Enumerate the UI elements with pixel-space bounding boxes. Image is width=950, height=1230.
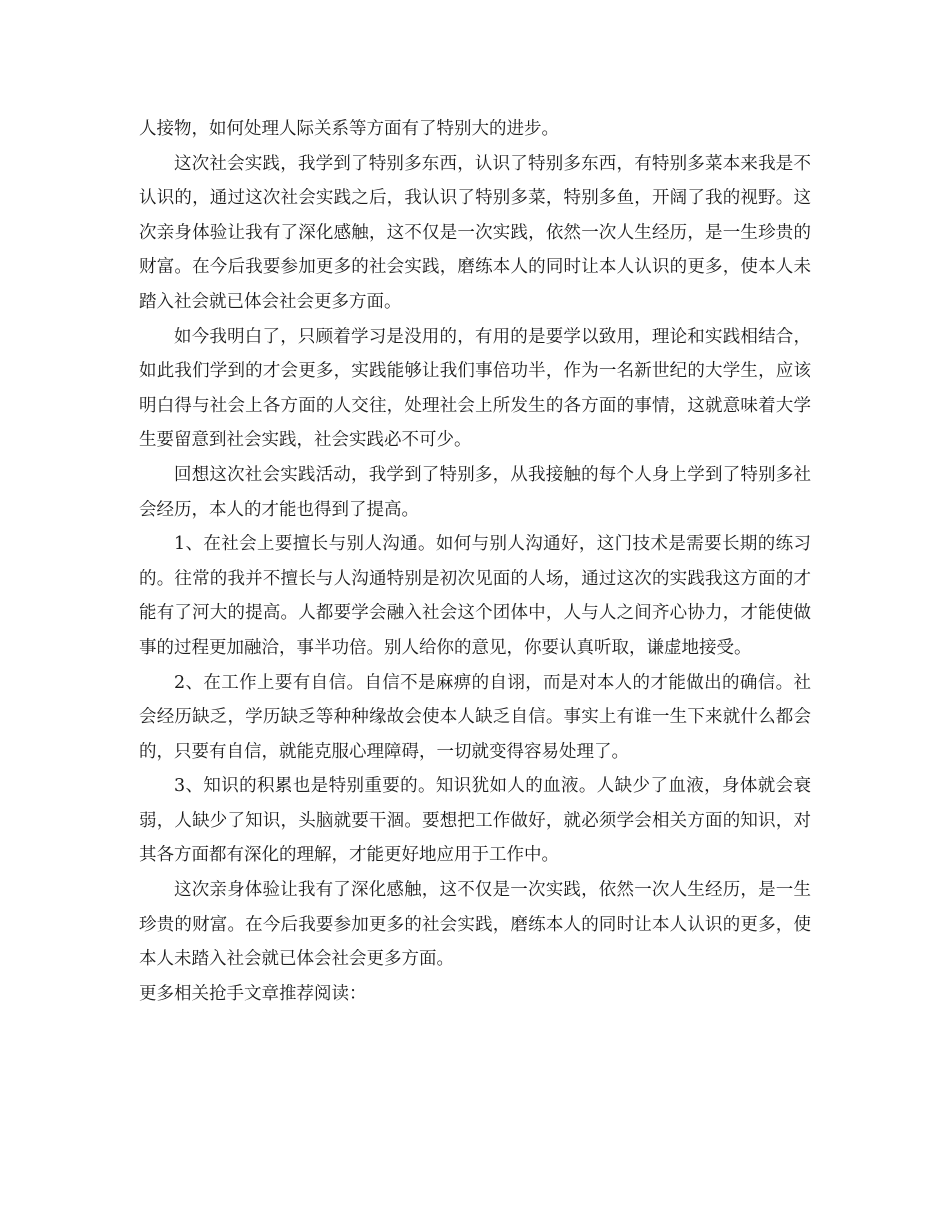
paragraph-2: 这次社会实践，我学到了特别多东西，认识了特别多东西，有特别多菜本来我是不认识的，通过这次社会实践之后，我认识了特别多菜，特别多鱼，开阔了我的视野。这次亲身体验让我有了深化感触，这不仅是一次实践，依然一次人生经历，是一生珍贵的财富。在今后我要参加更多的社会实践，磨练本人的同时让本人认识的更多，使本人未踏入社会就已体会社会更多方面。 [139, 153, 811, 312]
paragraph-3: 如今我明白了，只顾着学习是没用的，有用的是要学以致用，理论和实践相结合，如此我们学到的才会更多，实践能够让我们事倍功半，作为一名新世纪的大学生，应该明白得与社会上各方面的人交往，处理社会上所发生的各方面的事情，这就意味着大学生要留意到社会实践，社会实践必不可少。 [139, 326, 811, 451]
document-body [139, 112, 811, 1011]
paragraph-6: 2、在工作上要有自信。自信不是麻痹的自诩，而是对本人的才能做出的确信。社会经历缺乏，学历缺乏等种种缘故会使本人缺乏自信。事实上有谁一生下来就什么都会的，只要有自信，就能克服心理障碍，一切就变得容易处理了。 [139, 672, 811, 762]
related-articles-heading: 更多相关抢手文章推荐阅读： [139, 983, 367, 1004]
paragraph-4: 回想这次社会实践活动，我学到了特别多，从我接触的每个人身上学到了特别多社会经历，本人的才能也得到了提高。 [139, 464, 811, 520]
paragraph-7: 3、知识的积累也是特别重要的。知识犹如人的血液。人缺少了血液，身体就会衰弱，人缺少了知识，头脑就要干涸。要想把工作做好，就必须学会相关方面的知识，对其各方面都有深化的理解，才能更好地应用于工作中。 [139, 776, 811, 866]
paragraph-8: 这次亲身体验让我有了深化感触，这不仅是一次实践，依然一次人生经历，是一生珍贵的财富。在今后我要参加更多的社会实践，磨练本人的同时让本人认识的更多，使本人未踏入社会就已体会社会更多方面。 [139, 880, 811, 970]
paragraph-1: 人接物，如何处理人际关系等方面有了特别大的进步。 [139, 119, 559, 139]
paragraph-5: 1、在社会上要擅长与别人沟通。如何与别人沟通好，这门技术是需要长期的练习的。往常的我并不擅长与人沟通特别是初次见面的人场，通过这次的实践我这方面的才能有了河大的提高。人都要学会融入社会这个团体中，人与人之间齐心协力，才能使做事的过程更加融洽，事半功倍。别人给你的意见，你要认真听取，谦虚地接受。 [139, 534, 811, 658]
